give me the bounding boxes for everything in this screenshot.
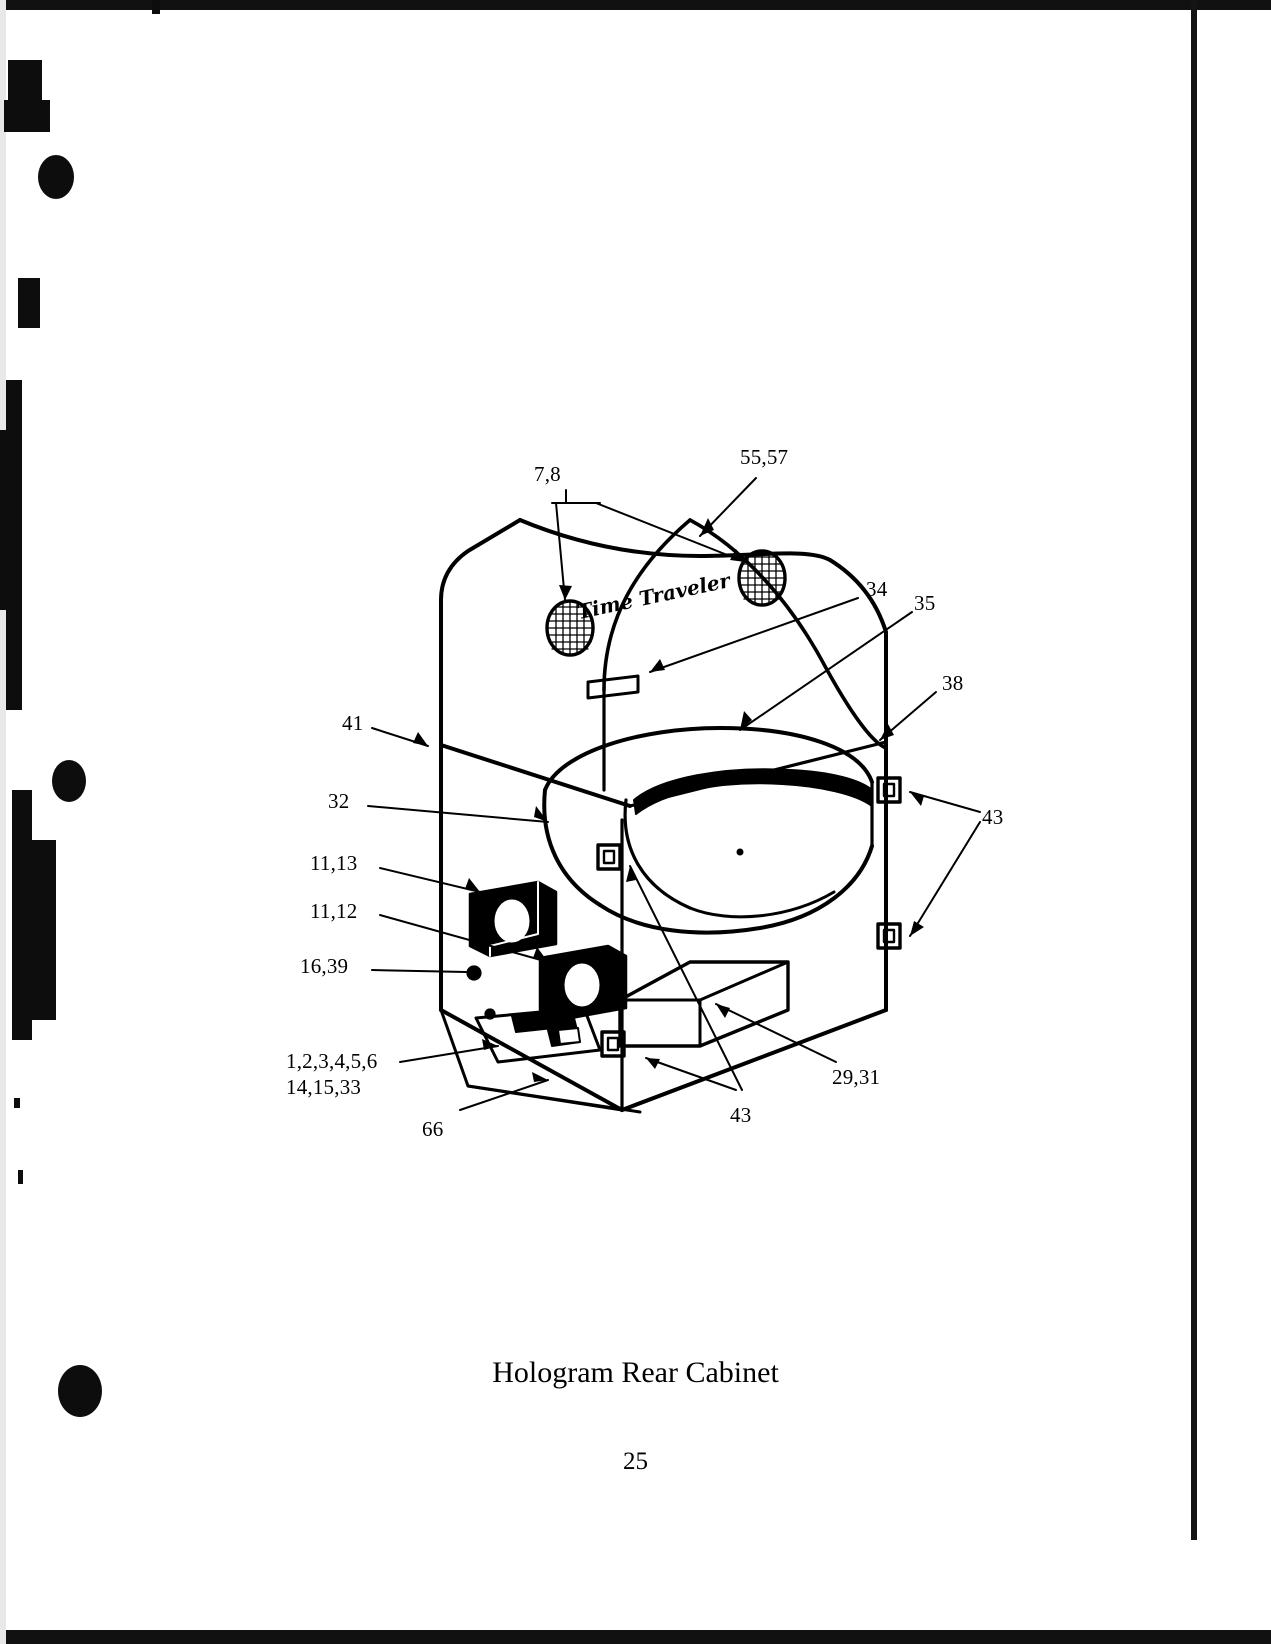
- callout-43-right: 43: [982, 805, 1004, 829]
- callout-41: 41: [342, 711, 364, 735]
- callout-parts-line-1: 1,2,3,4,5,6: [286, 1049, 378, 1073]
- callout-34: 34: [866, 577, 888, 601]
- page-number: 25: [623, 1448, 648, 1475]
- callout-16-39: 16,39: [300, 954, 349, 978]
- callout-11-12: 11,12: [310, 899, 358, 923]
- callout-11-13: 11,13: [310, 851, 358, 875]
- callout-66: 66: [422, 1117, 444, 1141]
- figure-caption: Hologram Rear Cabinet: [492, 1356, 779, 1389]
- callout-55-57: 55,57: [740, 445, 789, 469]
- callout-32: 32: [328, 789, 350, 813]
- callout-35: 35: [914, 591, 936, 615]
- callout-7-8: 7,8: [534, 462, 561, 486]
- callout-parts-line-2: 14,15,33: [286, 1075, 362, 1099]
- callout-43-bottom: 43: [730, 1103, 752, 1127]
- callout-38: 38: [942, 671, 964, 695]
- brand-logo-text: Time Traveler: [575, 568, 733, 624]
- callout-29-31: 29,31: [832, 1065, 881, 1089]
